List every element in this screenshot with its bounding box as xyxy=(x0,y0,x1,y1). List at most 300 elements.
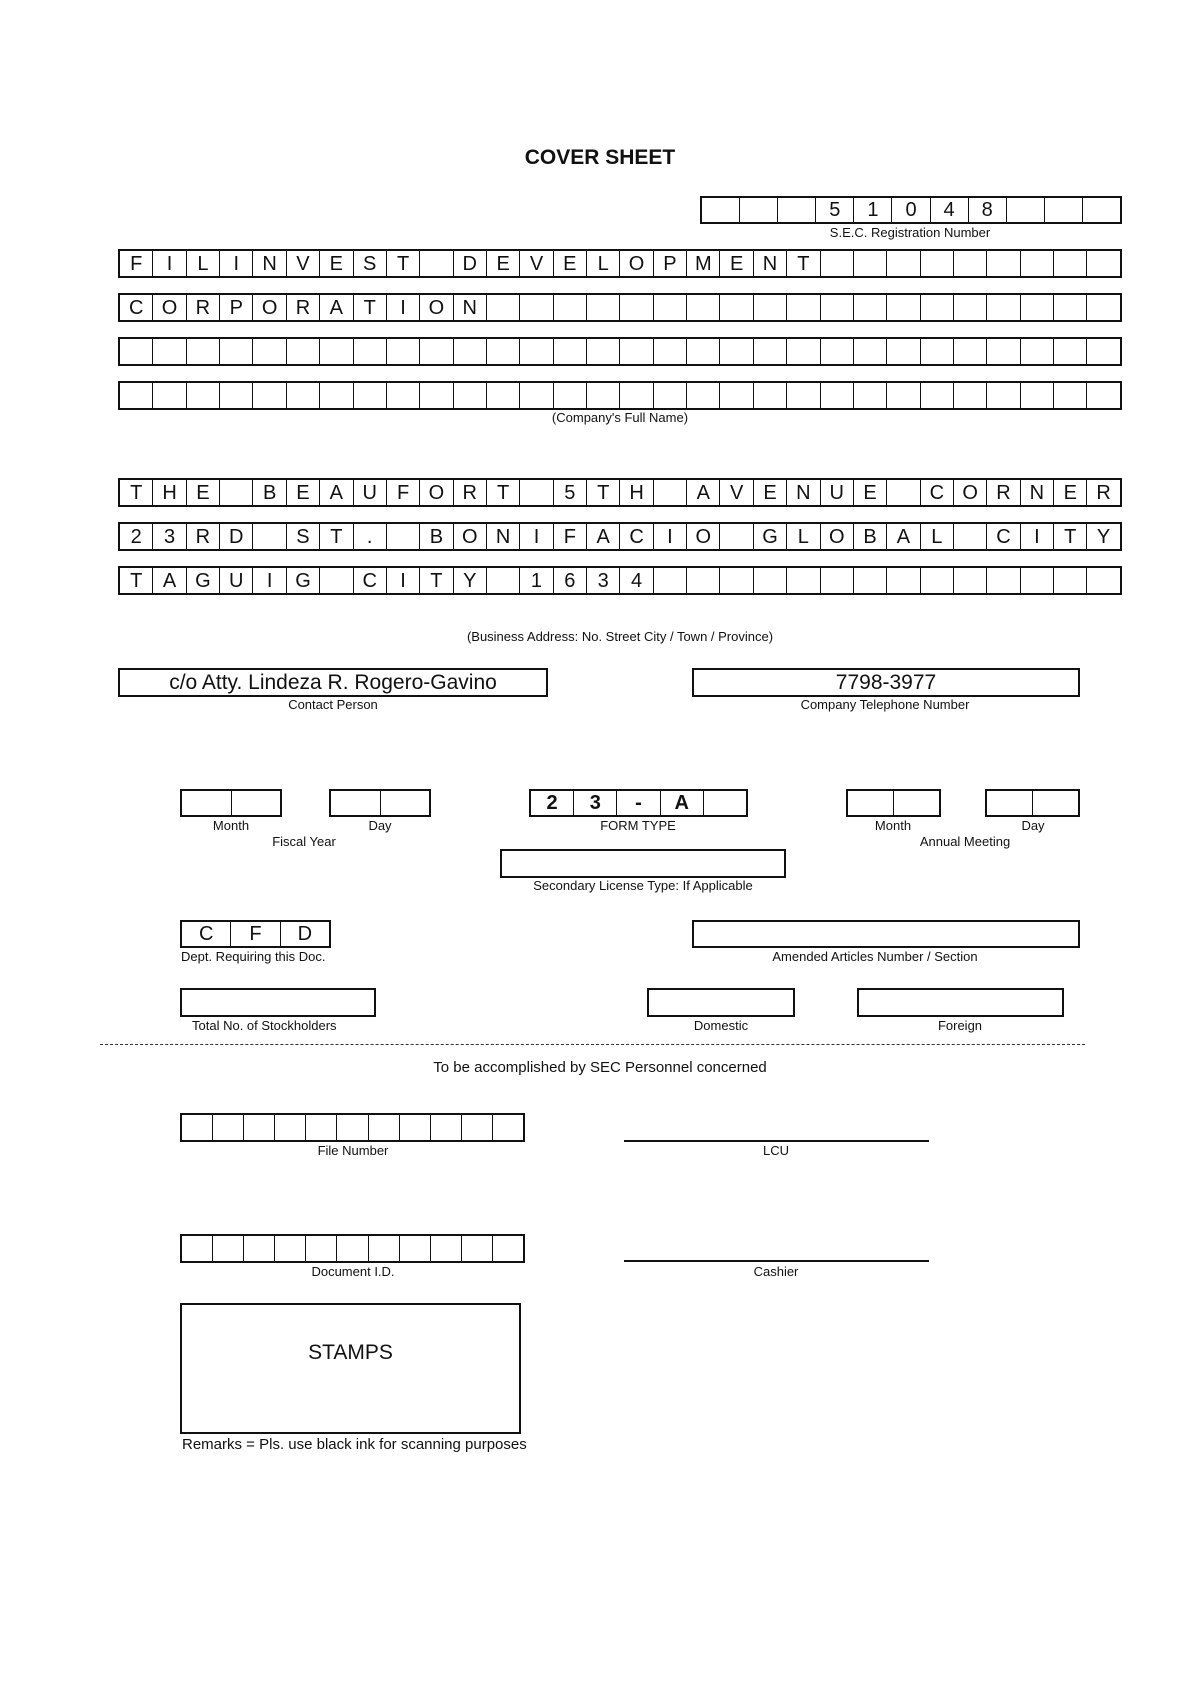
char-cell: 3 xyxy=(574,791,617,815)
char-cell: O xyxy=(954,480,987,505)
char-cell xyxy=(787,295,820,320)
char-cell xyxy=(720,524,753,549)
char-cell xyxy=(354,383,387,408)
char-cell: B xyxy=(253,480,286,505)
char-cell xyxy=(821,383,854,408)
char-cell xyxy=(354,339,387,364)
char-cell xyxy=(431,1236,462,1261)
sec-registration-label: S.E.C. Registration Number xyxy=(829,225,991,240)
char-cell xyxy=(431,1115,462,1140)
char-cell xyxy=(987,339,1020,364)
char-cell xyxy=(462,1236,493,1261)
char-cell: C xyxy=(987,524,1020,549)
char-cell xyxy=(454,339,487,364)
char-cell: E xyxy=(554,251,587,276)
char-cell xyxy=(387,339,420,364)
char-cell xyxy=(921,251,954,276)
char-cell xyxy=(213,1115,244,1140)
char-cell xyxy=(387,383,420,408)
file-number-cells[interactable] xyxy=(180,1113,525,1142)
contact-person-label: Contact Person xyxy=(288,697,378,712)
char-cell xyxy=(921,568,954,593)
remarks-text: Remarks = Pls. use black ink for scanning purposes xyxy=(182,1436,527,1453)
company-name-label: (Company's Full Name) xyxy=(551,410,689,425)
char-cell xyxy=(921,383,954,408)
char-cell: G xyxy=(754,524,787,549)
company-phone-field[interactable]: 7798-3977 xyxy=(692,668,1080,697)
char-cell: R xyxy=(454,480,487,505)
char-cell xyxy=(987,295,1020,320)
char-cell: Y xyxy=(454,568,487,593)
char-cell: 4 xyxy=(931,198,969,222)
char-cell xyxy=(220,383,253,408)
char-cell xyxy=(554,295,587,320)
char-cell xyxy=(921,339,954,364)
char-cell xyxy=(253,383,286,408)
char-cell: T xyxy=(120,568,153,593)
char-cell: B xyxy=(420,524,453,549)
document-id-cells[interactable] xyxy=(180,1234,525,1263)
char-cell xyxy=(887,295,920,320)
char-cell xyxy=(821,568,854,593)
char-cell: 8 xyxy=(969,198,1007,222)
char-cell xyxy=(487,383,520,408)
char-cell: E xyxy=(287,480,320,505)
char-cell xyxy=(778,198,816,222)
foreign-field[interactable] xyxy=(857,988,1064,1017)
lcu-label: LCU xyxy=(762,1143,789,1158)
char-cell xyxy=(620,295,653,320)
char-cell xyxy=(253,524,286,549)
annual-month-label: Month xyxy=(874,818,912,833)
char-cell xyxy=(1021,383,1054,408)
char-cell xyxy=(381,791,430,815)
char-cell: R xyxy=(187,295,220,320)
secondary-license-field[interactable] xyxy=(500,849,786,878)
char-cell: R xyxy=(287,295,320,320)
char-cell: N xyxy=(454,295,487,320)
char-cell: A xyxy=(687,480,720,505)
char-cell: - xyxy=(617,791,660,815)
char-cell: 5 xyxy=(554,480,587,505)
char-cell xyxy=(493,1115,523,1140)
domestic-label: Domestic xyxy=(693,1018,749,1033)
char-cell: L xyxy=(787,524,820,549)
dept-cells[interactable] xyxy=(180,920,331,948)
char-cell xyxy=(306,1236,337,1261)
char-cell: O xyxy=(153,295,186,320)
company-phone-label: Company Telephone Number xyxy=(800,697,970,712)
char-cell: O xyxy=(253,295,286,320)
char-cell xyxy=(854,295,887,320)
char-cell xyxy=(887,383,920,408)
char-cell xyxy=(887,568,920,593)
char-cell: V xyxy=(720,480,753,505)
char-cell xyxy=(320,568,353,593)
file-number-label: File Number xyxy=(317,1143,389,1158)
amended-articles-field[interactable] xyxy=(692,920,1080,948)
char-cell: 3 xyxy=(587,568,620,593)
char-cell xyxy=(1087,568,1119,593)
char-cell xyxy=(1054,339,1087,364)
char-cell xyxy=(787,568,820,593)
char-cell: 4 xyxy=(620,568,653,593)
char-cell: O xyxy=(420,295,453,320)
char-cell xyxy=(787,339,820,364)
char-cell xyxy=(687,568,720,593)
char-cell xyxy=(887,480,920,505)
char-cell xyxy=(720,568,753,593)
char-cell: S xyxy=(287,524,320,549)
char-cell xyxy=(287,383,320,408)
char-cell xyxy=(275,1236,306,1261)
char-cell xyxy=(1087,295,1119,320)
char-cell: O xyxy=(687,524,720,549)
char-cell: P xyxy=(654,251,687,276)
char-cell: M xyxy=(687,251,720,276)
char-cell xyxy=(306,1115,337,1140)
foreign-label: Foreign xyxy=(937,1018,983,1033)
char-cell xyxy=(587,339,620,364)
char-cell xyxy=(587,295,620,320)
char-cell: F xyxy=(231,922,280,946)
char-cell xyxy=(821,251,854,276)
char-cell: O xyxy=(620,251,653,276)
char-cell: G xyxy=(287,568,320,593)
char-cell xyxy=(854,251,887,276)
domestic-field[interactable] xyxy=(647,988,795,1017)
char-cell xyxy=(954,251,987,276)
char-cell xyxy=(720,339,753,364)
char-cell xyxy=(420,251,453,276)
form-type-label: FORM TYPE xyxy=(600,818,676,833)
annual-day-cells[interactable] xyxy=(985,789,1080,817)
char-cell: 0 xyxy=(892,198,930,222)
char-cell xyxy=(1021,295,1054,320)
char-cell xyxy=(1021,568,1054,593)
char-cell xyxy=(554,383,587,408)
sec-personnel-note: To be accomplished by SEC Personnel concerned xyxy=(433,1059,767,1076)
char-cell: 1 xyxy=(854,198,892,222)
char-cell: O xyxy=(454,524,487,549)
sec-registration-cells[interactable] xyxy=(700,196,1122,224)
char-cell: V xyxy=(287,251,320,276)
char-cell: C xyxy=(182,922,231,946)
char-cell xyxy=(921,295,954,320)
char-cell xyxy=(287,339,320,364)
stamps-label: STAMPS xyxy=(308,1341,393,1364)
char-cell xyxy=(520,339,553,364)
char-cell xyxy=(1033,791,1078,815)
char-cell: E xyxy=(854,480,887,505)
char-cell xyxy=(987,251,1020,276)
char-cell: O xyxy=(420,480,453,505)
char-cell xyxy=(854,339,887,364)
char-cell: C xyxy=(120,295,153,320)
char-cell: 5 xyxy=(816,198,854,222)
char-cell: F xyxy=(554,524,587,549)
char-cell: E xyxy=(720,251,753,276)
char-cell: 2 xyxy=(120,524,153,549)
char-cell: . xyxy=(354,524,387,549)
char-cell: I xyxy=(387,295,420,320)
char-cell xyxy=(400,1236,431,1261)
char-cell xyxy=(687,383,720,408)
char-cell xyxy=(587,383,620,408)
address-row-3[interactable] xyxy=(118,566,1122,595)
annual-meeting-label: Annual Meeting xyxy=(919,834,1011,849)
char-cell: V xyxy=(520,251,553,276)
char-cell: A xyxy=(320,480,353,505)
char-cell xyxy=(620,339,653,364)
char-cell xyxy=(493,1236,523,1261)
char-cell xyxy=(720,295,753,320)
char-cell: C xyxy=(921,480,954,505)
address-label: (Business Address: No. Street City / Town / Province) xyxy=(466,629,774,644)
char-cell: R xyxy=(1096,481,1111,504)
company-name-row-4[interactable] xyxy=(118,381,1122,410)
char-cell: C xyxy=(354,568,387,593)
char-cell: E xyxy=(320,251,353,276)
char-cell xyxy=(754,339,787,364)
char-cell: T xyxy=(120,480,153,505)
char-cell xyxy=(654,339,687,364)
char-cell: H xyxy=(153,480,186,505)
char-cell xyxy=(954,383,987,408)
char-cell xyxy=(554,339,587,364)
char-cell xyxy=(120,339,153,364)
stamps-box xyxy=(180,1303,521,1434)
char-cell: B xyxy=(854,524,887,549)
char-cell xyxy=(220,480,253,505)
char-cell: T xyxy=(354,295,387,320)
char-cell xyxy=(187,383,220,408)
char-cell: L xyxy=(587,251,620,276)
char-cell xyxy=(337,1115,368,1140)
char-cell xyxy=(854,383,887,408)
char-cell xyxy=(213,1236,244,1261)
char-cell xyxy=(400,1115,431,1140)
char-cell: E xyxy=(187,480,220,505)
company-name-row-2[interactable] xyxy=(118,293,1122,322)
char-cell xyxy=(1021,251,1054,276)
annual-month-cells[interactable] xyxy=(846,789,941,817)
char-cell xyxy=(754,568,787,593)
char-cell xyxy=(1054,568,1087,593)
char-cell xyxy=(187,339,220,364)
char-cell xyxy=(153,339,186,364)
char-cell: I xyxy=(153,251,186,276)
fiscal-month-cells[interactable] xyxy=(180,789,282,817)
char-cell: N xyxy=(487,524,520,549)
page-title: COVER SHEET xyxy=(524,146,676,169)
amended-articles-label: Amended Articles Number / Section xyxy=(772,949,978,964)
char-cell xyxy=(1007,198,1045,222)
char-cell: O xyxy=(821,524,854,549)
annual-day-label: Day xyxy=(1021,818,1045,833)
char-cell: U xyxy=(354,480,387,505)
total-stockholders-label: Total No. of Stockholders xyxy=(192,1018,337,1033)
total-stockholders-field[interactable] xyxy=(180,988,376,1017)
fiscal-month-label: Month xyxy=(212,818,250,833)
char-cell xyxy=(1083,198,1120,222)
char-cell xyxy=(1054,383,1087,408)
secondary-license-label: Secondary License Type: If Applicable xyxy=(533,878,753,893)
char-cell xyxy=(687,295,720,320)
char-cell xyxy=(720,383,753,408)
char-cell xyxy=(854,568,887,593)
char-cell xyxy=(654,480,687,505)
char-cell: E xyxy=(1054,480,1087,505)
char-cell xyxy=(654,383,687,408)
char-cell xyxy=(821,295,854,320)
char-cell: 1 xyxy=(520,568,553,593)
char-cell: H xyxy=(620,480,653,505)
char-cell: A xyxy=(887,524,920,549)
char-cell: T xyxy=(1054,524,1087,549)
char-cell xyxy=(1087,251,1119,276)
char-cell: S xyxy=(354,251,387,276)
char-cell xyxy=(704,791,746,815)
char-cell xyxy=(740,198,778,222)
char-cell xyxy=(1087,383,1119,408)
char-cell xyxy=(754,383,787,408)
address-row-1[interactable] xyxy=(118,478,1122,507)
char-cell: I xyxy=(1021,524,1054,549)
char-cell xyxy=(848,791,894,815)
char-cell: T xyxy=(587,480,620,505)
char-cell: R xyxy=(987,480,1020,505)
contact-person-field[interactable]: c/o Atty. Lindeza R. Rogero-Gavino xyxy=(118,668,548,697)
char-cell: 3 xyxy=(153,524,186,549)
char-cell xyxy=(1054,295,1087,320)
char-cell: I xyxy=(387,568,420,593)
char-cell xyxy=(954,568,987,593)
fiscal-year-label: Fiscal Year xyxy=(272,834,336,849)
char-cell xyxy=(954,295,987,320)
char-cell: I xyxy=(654,524,687,549)
char-cell xyxy=(487,295,520,320)
char-cell: F xyxy=(387,480,420,505)
fiscal-day-label: Day xyxy=(368,818,392,833)
char-cell: T xyxy=(787,251,820,276)
char-cell xyxy=(1087,339,1119,364)
char-cell xyxy=(387,524,420,549)
char-cell xyxy=(821,339,854,364)
char-cell xyxy=(654,568,687,593)
dept-label: Dept. Requiring this Doc. xyxy=(181,949,326,964)
char-cell xyxy=(275,1115,306,1140)
char-cell xyxy=(153,383,186,408)
char-cell: P xyxy=(220,295,253,320)
char-cell: N xyxy=(787,480,820,505)
char-cell xyxy=(1045,198,1083,222)
char-cell xyxy=(454,383,487,408)
char-cell xyxy=(787,383,820,408)
char-cell: I xyxy=(253,568,286,593)
char-cell: G xyxy=(187,568,220,593)
company-name-row-3[interactable] xyxy=(118,337,1122,366)
char-cell: N xyxy=(754,251,787,276)
char-cell: A xyxy=(320,295,353,320)
char-cell: 2 xyxy=(531,791,574,815)
char-cell: C xyxy=(620,524,653,549)
char-cell: T xyxy=(320,524,353,549)
char-cell xyxy=(520,295,553,320)
char-cell: 6 xyxy=(554,568,587,593)
char-cell xyxy=(320,339,353,364)
char-cell xyxy=(702,198,740,222)
char-cell: E xyxy=(487,251,520,276)
char-cell xyxy=(487,339,520,364)
char-cell: N xyxy=(1021,480,1054,505)
form-type-cells[interactable] xyxy=(529,789,748,817)
char-cell: D xyxy=(220,524,253,549)
char-cell xyxy=(220,339,253,364)
char-cell xyxy=(244,1236,275,1261)
char-cell xyxy=(954,524,987,549)
char-cell xyxy=(754,295,787,320)
char-cell xyxy=(894,791,939,815)
char-cell xyxy=(369,1236,400,1261)
char-cell xyxy=(331,791,381,815)
char-cell: L xyxy=(921,524,954,549)
char-cell xyxy=(1054,251,1087,276)
char-cell xyxy=(232,791,281,815)
char-cell xyxy=(244,1115,275,1140)
char-cell: L xyxy=(187,251,220,276)
char-cell xyxy=(987,791,1033,815)
company-name-row-1[interactable] xyxy=(118,249,1122,278)
char-cell xyxy=(954,339,987,364)
char-cell: Y xyxy=(1096,525,1111,548)
address-row-2[interactable] xyxy=(118,522,1122,551)
char-cell xyxy=(687,339,720,364)
char-cell xyxy=(654,295,687,320)
char-cell: E xyxy=(754,480,787,505)
char-cell: U xyxy=(821,480,854,505)
char-cell xyxy=(420,383,453,408)
char-cell xyxy=(487,568,520,593)
char-cell: A xyxy=(661,791,704,815)
char-cell xyxy=(182,1115,213,1140)
char-cell: T xyxy=(387,251,420,276)
lcu-line[interactable] xyxy=(624,1140,929,1142)
char-cell xyxy=(887,339,920,364)
char-cell: D xyxy=(297,923,313,945)
char-cell xyxy=(369,1115,400,1140)
cashier-line[interactable] xyxy=(624,1260,929,1262)
document-id-label: Document I.D. xyxy=(311,1264,395,1279)
char-cell xyxy=(987,383,1020,408)
char-cell: I xyxy=(220,251,253,276)
char-cell: F xyxy=(120,251,153,276)
char-cell xyxy=(337,1236,368,1261)
char-cell xyxy=(420,339,453,364)
char-cell xyxy=(253,339,286,364)
fiscal-day-cells[interactable] xyxy=(329,789,431,817)
char-cell xyxy=(1021,339,1054,364)
char-cell: T xyxy=(487,480,520,505)
dashed-divider xyxy=(100,1044,1085,1045)
char-cell xyxy=(462,1115,493,1140)
char-cell: R xyxy=(187,524,220,549)
char-cell: A xyxy=(153,568,186,593)
char-cell: I xyxy=(520,524,553,549)
char-cell: D xyxy=(454,251,487,276)
char-cell xyxy=(120,383,153,408)
char-cell xyxy=(520,383,553,408)
